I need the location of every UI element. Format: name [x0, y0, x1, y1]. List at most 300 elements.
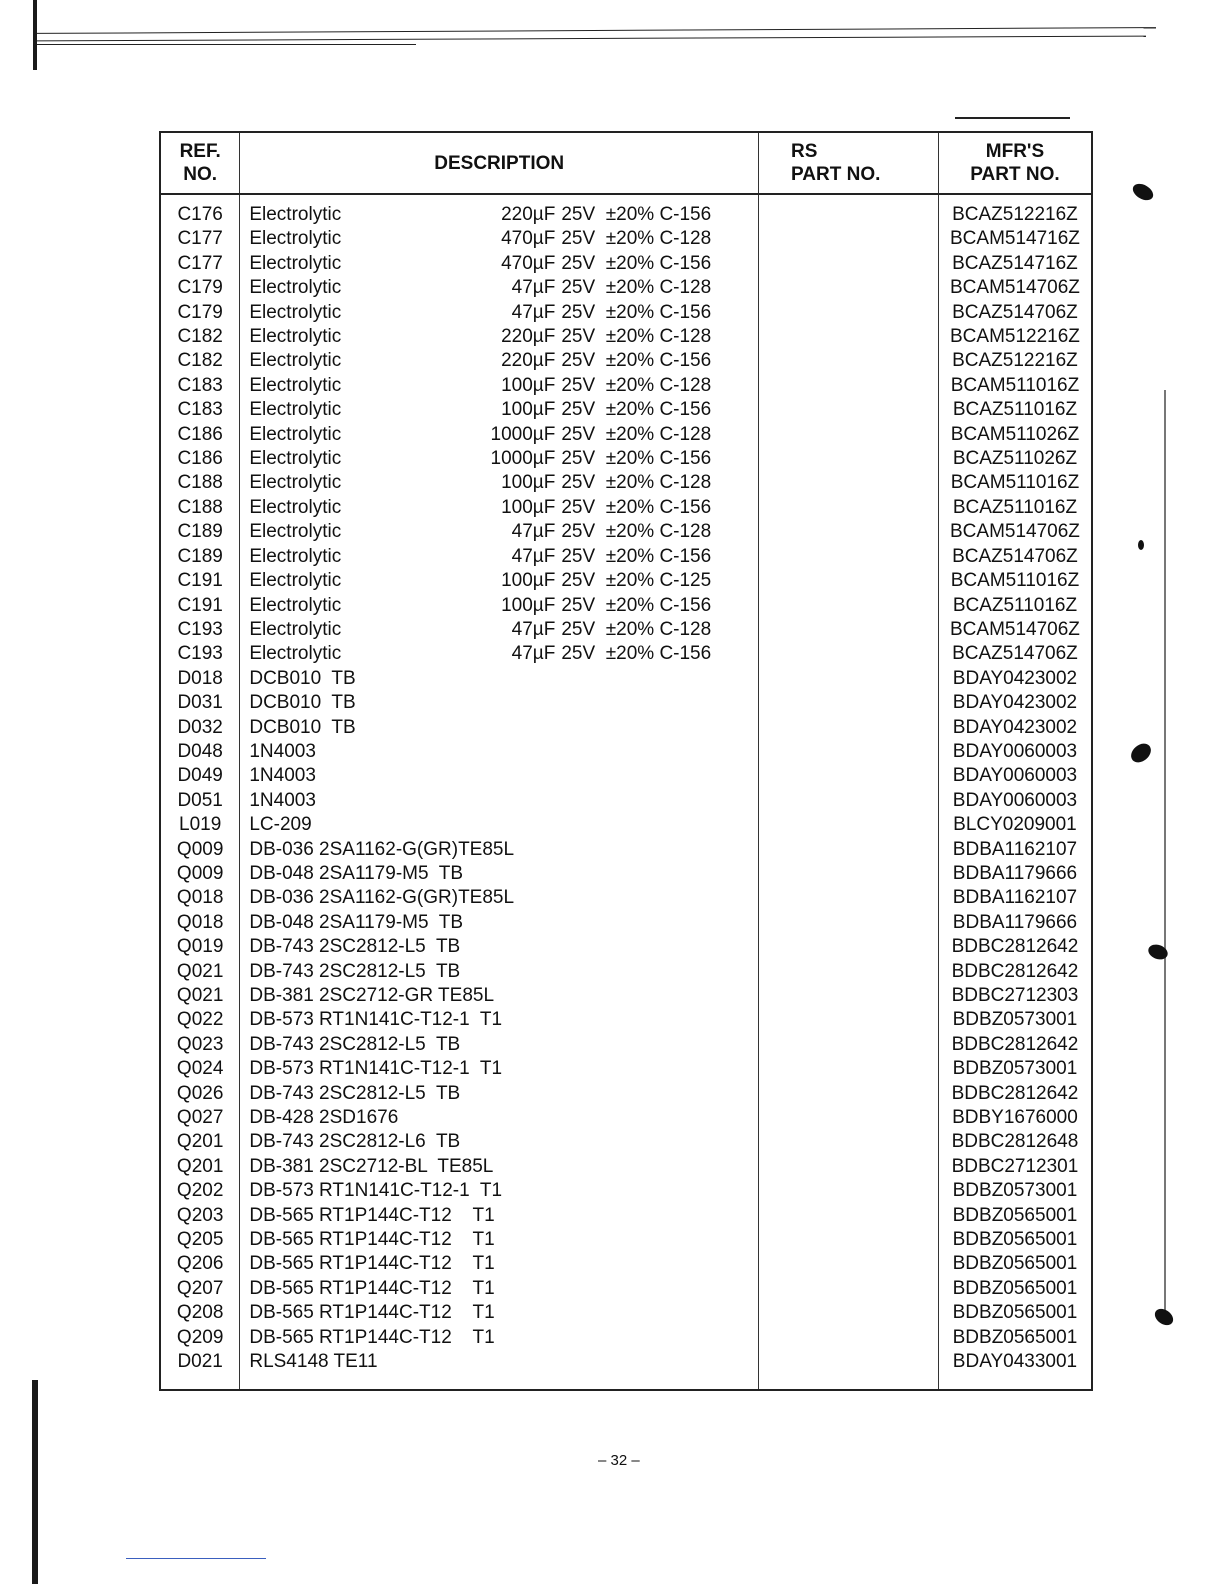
- rs-part-no-cell: [759, 1008, 939, 1032]
- component-description: DB-743 2SC2812-L5 TB: [249, 960, 461, 982]
- ref-no-cell: C179: [177, 277, 223, 299]
- description-content: [240, 227, 758, 251]
- table-row: [160, 1130, 1092, 1154]
- description-cell: [240, 545, 759, 569]
- ref-no-cell: D018: [177, 667, 223, 689]
- description-content: [240, 325, 758, 349]
- scan-left-binding: [33, 0, 37, 70]
- component-description: DB-565 RT1P144C-T12 T1: [249, 1302, 495, 1324]
- table-row: [160, 813, 1092, 837]
- description-cell: [240, 960, 759, 984]
- description-content: [240, 1008, 758, 1032]
- description-content: [240, 374, 758, 398]
- description-cell: [240, 862, 759, 886]
- component-value: 220µF: [501, 326, 556, 348]
- mfr-part-no-cell: BCAM514706Z: [938, 520, 1092, 544]
- mfr-part-no-cell: BDBZ0565001: [938, 1204, 1092, 1228]
- component-description: DB-036 2SA1162-G(GR)TE85L: [249, 838, 515, 860]
- component-type: Electrolytic: [249, 301, 342, 323]
- table-row: [160, 325, 1092, 349]
- table-row: [160, 740, 1092, 764]
- component-type: Electrolytic: [249, 448, 342, 470]
- component-value: 47µF: [511, 521, 556, 543]
- speck-1: [1130, 180, 1156, 203]
- rs-part-no-cell: [759, 325, 939, 349]
- description-content: [240, 691, 758, 715]
- table-row: [160, 764, 1092, 788]
- description-cell: [240, 1228, 759, 1252]
- ref-no-cell: C186: [177, 448, 223, 470]
- description-cell: [240, 1252, 759, 1276]
- ref-no-cell: D031: [177, 692, 223, 714]
- component-type: Electrolytic: [249, 374, 342, 396]
- rs-part-no-cell: [759, 789, 939, 813]
- rs-part-no-cell: [759, 764, 939, 788]
- description-content: [240, 642, 758, 666]
- description-cell: [240, 1082, 759, 1106]
- component-value: 100µF: [501, 399, 556, 421]
- component-spec: 25V ±20% C-156: [561, 350, 712, 372]
- table-row: [160, 447, 1092, 471]
- component-description: DB-573 RT1N141C-T12-1 T1: [249, 1058, 503, 1080]
- mfr-part-no-cell: BCAM514716Z: [938, 227, 1092, 251]
- ref-no-cell: Q201: [176, 1131, 224, 1153]
- rs-part-no-cell: [759, 594, 939, 618]
- description-content: [240, 813, 758, 837]
- component-spec: 25V ±20% C-156: [561, 545, 712, 567]
- description-content: [240, 935, 758, 959]
- ref-no-cell: D049: [177, 765, 223, 787]
- component-description: DB-573 RT1N141C-T12-1 T1: [249, 1180, 503, 1202]
- header-ref-no: [160, 132, 240, 194]
- component-type: Electrolytic: [249, 570, 342, 592]
- mfr-part-no-cell: BCAZ514706Z: [938, 545, 1092, 569]
- description-content: [240, 496, 758, 520]
- table-row: [160, 1155, 1092, 1179]
- description-cell: [240, 716, 759, 740]
- table-row: [160, 496, 1092, 520]
- description-cell: [240, 496, 759, 520]
- header-description: [240, 132, 759, 194]
- description-cell: [240, 301, 759, 325]
- description-content: [240, 398, 758, 422]
- rs-part-no-cell: [759, 301, 939, 325]
- component-description: DB-743 2SC2812-L5 TB: [249, 936, 461, 958]
- table-row: [160, 1204, 1092, 1228]
- description-cell: [240, 935, 759, 959]
- component-description: LC-209: [249, 814, 312, 836]
- table-row: [160, 716, 1092, 740]
- description-cell: [240, 1350, 759, 1389]
- component-spec: 25V ±20% C-128: [561, 472, 712, 494]
- mfr-part-no-cell: BDAY0060003: [938, 789, 1092, 813]
- table-row: [160, 1350, 1092, 1389]
- scan-right-edge: [1164, 390, 1166, 1310]
- ref-no-cell: C186: [177, 423, 223, 445]
- ref-no-cell: C188: [177, 496, 223, 518]
- component-description: DB-381 2SC2712-GR TE85L: [249, 985, 495, 1006]
- table-row: [160, 1179, 1092, 1203]
- mfr-part-no-cell: BCAM511016Z: [938, 471, 1092, 495]
- mfr-part-no-cell: BLCY0209001: [938, 813, 1092, 837]
- component-type: Electrolytic: [249, 521, 342, 543]
- description-content: [240, 447, 758, 471]
- mfr-part-no-cell: BDBZ0565001: [938, 1301, 1092, 1325]
- ref-no-cell: Q202: [176, 1180, 224, 1202]
- rs-part-no-cell: [759, 642, 939, 666]
- rs-part-no-cell: [759, 691, 939, 715]
- mfr-part-no-cell: BDBC2712303: [938, 984, 1092, 1008]
- table-row: [160, 1326, 1092, 1350]
- description-content: [240, 545, 758, 569]
- rs-part-no-cell: [759, 1106, 939, 1130]
- table-row: [160, 1252, 1092, 1276]
- rs-part-no-cell: [759, 1204, 939, 1228]
- component-description: DB-743 2SC2812-L5 TB: [249, 1082, 461, 1104]
- ref-no-cell: C182: [177, 326, 223, 348]
- rs-part-no-cell: [759, 618, 939, 642]
- description-cell: [240, 594, 759, 618]
- component-type: Electrolytic: [249, 277, 342, 299]
- ref-no-cell: Q205: [176, 1229, 224, 1251]
- mfr-part-no-cell: BDAY0060003: [938, 740, 1092, 764]
- ref-no-cell: C189: [177, 521, 223, 543]
- mfr-part-no-cell: BDBZ0565001: [938, 1228, 1092, 1252]
- description-content: [240, 886, 758, 910]
- rs-part-no-cell: [759, 1179, 939, 1203]
- ref-no-cell: D048: [177, 740, 223, 762]
- mfr-part-no-cell: BDBZ0565001: [938, 1326, 1092, 1350]
- ref-no-cell: C177: [177, 228, 223, 250]
- speck-4: [1152, 1306, 1176, 1329]
- rs-part-no-cell: [759, 911, 939, 935]
- table-row: [160, 545, 1092, 569]
- component-description: DB-743 2SC2812-L5 TB: [249, 1033, 461, 1055]
- description-cell: [240, 194, 759, 227]
- table-row: [160, 423, 1092, 447]
- rs-part-no-cell: [759, 667, 939, 691]
- ref-no-cell: C183: [177, 374, 223, 396]
- description-cell: [240, 569, 759, 593]
- description-content: [240, 911, 758, 935]
- mfr-part-no-cell: BCAM512216Z: [938, 325, 1092, 349]
- rs-part-no-cell: [759, 569, 939, 593]
- ref-no-cell: D021: [177, 1351, 223, 1373]
- table-row: [160, 960, 1092, 984]
- table-row: [160, 1277, 1092, 1301]
- parts-list-table: [159, 131, 1093, 1391]
- ref-no-cell: C193: [177, 618, 223, 640]
- rs-part-no-cell: [759, 349, 939, 373]
- ref-no-cell: C183: [177, 399, 223, 421]
- mfr-part-no-cell: BCAM514706Z: [938, 618, 1092, 642]
- ref-no-cell: C182: [177, 350, 223, 372]
- rs-part-no-cell: [759, 1252, 939, 1276]
- component-type: Electrolytic: [249, 472, 342, 494]
- rs-part-no-cell: [759, 276, 939, 300]
- table-row: [160, 886, 1092, 910]
- description-cell: [240, 1179, 759, 1203]
- component-description: DB-381 2SC2712-BL TE85L: [249, 1155, 494, 1177]
- component-description: DB-565 RT1P144C-T12 T1: [249, 1229, 495, 1251]
- description-content: [240, 1326, 758, 1350]
- component-type: Electrolytic: [249, 618, 342, 640]
- description-cell: [240, 667, 759, 691]
- component-description: 1N4003: [249, 765, 316, 787]
- component-description: DB-573 RT1N141C-T12-1 T1: [249, 1009, 503, 1031]
- description-content: [240, 1204, 758, 1228]
- component-value: 47µF: [511, 618, 556, 640]
- rs-part-no-cell: [759, 984, 939, 1008]
- description-cell: [240, 642, 759, 666]
- table-row: [160, 569, 1092, 593]
- scan-top-line-2: [36, 36, 1146, 42]
- ref-no-cell: D051: [177, 789, 223, 811]
- mfr-part-no-cell: BDBC2812642: [938, 935, 1092, 959]
- rs-part-no-cell: [759, 1301, 939, 1325]
- table-row: [160, 520, 1092, 544]
- component-description: 1N4003: [249, 789, 316, 811]
- description-cell: [240, 423, 759, 447]
- component-spec: 25V ±20% C-128: [561, 618, 712, 640]
- table-row: [160, 911, 1092, 935]
- mfr-part-no-cell: BDBA1162107: [938, 886, 1092, 910]
- ref-no-cell: Q206: [176, 1253, 224, 1275]
- component-value: 100µF: [501, 472, 556, 494]
- component-spec: 25V ±20% C-128: [561, 521, 712, 543]
- table-row: [160, 1008, 1092, 1032]
- rs-part-no-cell: [759, 886, 939, 910]
- description-cell: [240, 911, 759, 935]
- mfr-part-no-cell: BCAM511016Z: [938, 374, 1092, 398]
- mfr-part-no-cell: BCAZ511016Z: [938, 398, 1092, 422]
- component-spec: 25V ±20% C-128: [561, 277, 712, 299]
- mfr-part-no-cell: BCAZ511016Z: [938, 594, 1092, 618]
- mfr-part-no-cell: BCAM514706Z: [938, 276, 1092, 300]
- header-mfr-part-no: [938, 132, 1092, 194]
- mfr-part-no-cell: BCAZ514716Z: [938, 252, 1092, 276]
- ref-no-cell: Q018: [176, 911, 224, 933]
- description-content: [240, 1277, 758, 1301]
- rs-part-no-cell: [759, 1350, 939, 1389]
- ref-no-cell: Q023: [176, 1033, 224, 1055]
- description-cell: [240, 276, 759, 300]
- description-content: [240, 423, 758, 447]
- table-header-row: [160, 132, 1092, 194]
- component-value: 1000µF: [490, 448, 556, 470]
- rs-part-no-cell: [759, 423, 939, 447]
- component-value: 47µF: [511, 301, 556, 323]
- description-content: [240, 569, 758, 593]
- ref-no-cell: D032: [177, 716, 223, 738]
- mfr-part-no-cell: BDBY1676000: [938, 1106, 1092, 1130]
- description-cell: [240, 1204, 759, 1228]
- table-row: [160, 1057, 1092, 1081]
- component-description: DB-428 2SD1676: [249, 1107, 399, 1129]
- component-description: DB-743 2SC2812-L6 TB: [249, 1131, 461, 1153]
- table-row: [160, 691, 1092, 715]
- header-description-label: DESCRIPTION: [434, 152, 565, 174]
- rs-part-no-cell: [759, 716, 939, 740]
- component-spec: 25V ±20% C-128: [561, 374, 712, 396]
- description-cell: [240, 1301, 759, 1325]
- rs-part-no-cell: [759, 740, 939, 764]
- table-row: [160, 789, 1092, 813]
- component-value: 470µF: [501, 228, 556, 250]
- rs-part-no-cell: [759, 252, 939, 276]
- table-row: [160, 862, 1092, 886]
- mfr-part-no-cell: BDBA1162107: [938, 838, 1092, 862]
- description-cell: [240, 1155, 759, 1179]
- mfr-part-no-cell: BCAZ512216Z: [938, 194, 1092, 227]
- ref-no-cell: Q021: [176, 960, 224, 982]
- scan-top-line: [36, 27, 1156, 34]
- description-cell: [240, 1130, 759, 1154]
- table-row: [160, 227, 1092, 251]
- description-content: [240, 789, 758, 813]
- component-spec: 25V ±20% C-128: [561, 228, 712, 250]
- description-cell: [240, 1326, 759, 1350]
- ref-no-cell: Q203: [176, 1204, 224, 1226]
- description-cell: [240, 520, 759, 544]
- scan-bottom-line: [126, 1558, 266, 1559]
- parts-rows: [160, 194, 1092, 1390]
- ref-no-cell: C179: [177, 301, 223, 323]
- rs-part-no-cell: [759, 447, 939, 471]
- description-cell: [240, 789, 759, 813]
- rs-part-no-cell: [759, 1155, 939, 1179]
- component-description: DCB010 TB: [249, 692, 356, 714]
- ref-no-cell: Q024: [176, 1058, 224, 1080]
- description-cell: [240, 838, 759, 862]
- component-type: Electrolytic: [249, 594, 342, 616]
- speck-3: [1146, 942, 1170, 962]
- mfr-part-no-cell: BDBZ0573001: [938, 1057, 1092, 1081]
- ref-no-cell: Q027: [176, 1107, 224, 1129]
- component-type: Electrolytic: [249, 350, 342, 372]
- ref-no-cell: C189: [177, 545, 223, 567]
- description-cell: [240, 1008, 759, 1032]
- component-type: Electrolytic: [249, 423, 342, 445]
- table-row: [160, 838, 1092, 862]
- description-cell: [240, 618, 759, 642]
- description-cell: [240, 374, 759, 398]
- description-content: [240, 1228, 758, 1252]
- rs-part-no-cell: [759, 960, 939, 984]
- table-row: [160, 642, 1092, 666]
- description-cell: [240, 813, 759, 837]
- description-content: [240, 349, 758, 373]
- component-description: DB-048 2SA1179-M5 TB: [249, 911, 464, 933]
- ref-no-cell: C191: [177, 570, 223, 592]
- table-row: [160, 398, 1092, 422]
- mfr-part-no-cell: BCAM511026Z: [938, 423, 1092, 447]
- description-cell: [240, 1277, 759, 1301]
- table-row: [160, 1082, 1092, 1106]
- component-value: 220µF: [501, 204, 556, 225]
- rs-part-no-cell: [759, 862, 939, 886]
- description-content: [240, 1033, 758, 1057]
- mfr-part-no-cell: BDAY0423002: [938, 716, 1092, 740]
- ref-no-cell: Q026: [176, 1082, 224, 1104]
- component-type: Electrolytic: [249, 545, 342, 567]
- component-type: Electrolytic: [249, 643, 342, 665]
- header-rs-part-no-label: RS PART NO.: [791, 141, 881, 185]
- component-description: DB-565 RT1P144C-T12 T1: [249, 1326, 495, 1348]
- ref-no-cell: Q018: [176, 887, 224, 909]
- ref-no-cell: Q207: [176, 1277, 224, 1299]
- ref-no-cell: C191: [177, 594, 223, 616]
- mfr-part-no-cell: BDAY0433001: [938, 1350, 1092, 1389]
- mfr-part-no-cell: BCAZ511026Z: [938, 447, 1092, 471]
- component-value: 100µF: [501, 496, 556, 518]
- mfr-part-no-cell: BDAY0423002: [938, 667, 1092, 691]
- component-spec: 25V ±20% C-156: [561, 496, 712, 518]
- description-cell: [240, 740, 759, 764]
- ref-no-cell: C176: [177, 204, 223, 225]
- table-row: [160, 984, 1092, 1008]
- component-value: 47µF: [511, 545, 556, 567]
- mfr-part-no-cell: BDBC2812642: [938, 1082, 1092, 1106]
- component-value: 100µF: [501, 594, 556, 616]
- mfr-part-no-cell: BCAZ512216Z: [938, 349, 1092, 373]
- component-value: 1000µF: [490, 423, 556, 445]
- description-cell: [240, 984, 759, 1008]
- component-type: Electrolytic: [249, 326, 342, 348]
- component-description: DB-036 2SA1162-G(GR)TE85L: [249, 887, 515, 909]
- rs-part-no-cell: [759, 935, 939, 959]
- rs-part-no-cell: [759, 374, 939, 398]
- component-spec: 25V ±20% C-128: [561, 423, 712, 445]
- description-content: [240, 862, 758, 886]
- description-cell: [240, 691, 759, 715]
- rs-part-no-cell: [759, 1057, 939, 1081]
- rs-part-no-cell: [759, 1082, 939, 1106]
- table-row: [160, 374, 1092, 398]
- description-content: [240, 1179, 758, 1203]
- header-ref-no-label: REF. NO.: [179, 141, 221, 185]
- description-content: [240, 716, 758, 740]
- table-row: [160, 276, 1092, 300]
- component-description: RLS4148 TE11: [249, 1351, 378, 1373]
- rs-part-no-cell: [759, 496, 939, 520]
- description-content: [240, 520, 758, 544]
- description-content: [240, 203, 758, 227]
- table-row: [160, 594, 1092, 618]
- header-rs-part-no: [759, 132, 939, 194]
- description-cell: [240, 325, 759, 349]
- page-number: – 32 –: [598, 1452, 640, 1469]
- description-content: [240, 740, 758, 764]
- mfr-part-no-cell: BDAY0060003: [938, 764, 1092, 788]
- scan-top-line-3: [36, 44, 416, 45]
- header-mfr-part-no-label: MFR'S PART NO.: [970, 141, 1060, 185]
- ref-no-cell: Q201: [176, 1155, 224, 1177]
- mfr-part-no-cell: BDBC2812648: [938, 1130, 1092, 1154]
- description-content: [240, 1082, 758, 1106]
- mfr-part-no-cell: BDBZ0573001: [938, 1179, 1092, 1203]
- rs-part-no-cell: [759, 545, 939, 569]
- description-content: [240, 960, 758, 984]
- rs-part-no-cell: [759, 1228, 939, 1252]
- table-row: [160, 349, 1092, 373]
- component-value: 100µF: [501, 570, 556, 592]
- description-content: [240, 667, 758, 691]
- description-content: [240, 471, 758, 495]
- description-cell: [240, 252, 759, 276]
- component-spec: 25V ±20% C-156: [561, 252, 712, 274]
- rs-part-no-cell: [759, 1277, 939, 1301]
